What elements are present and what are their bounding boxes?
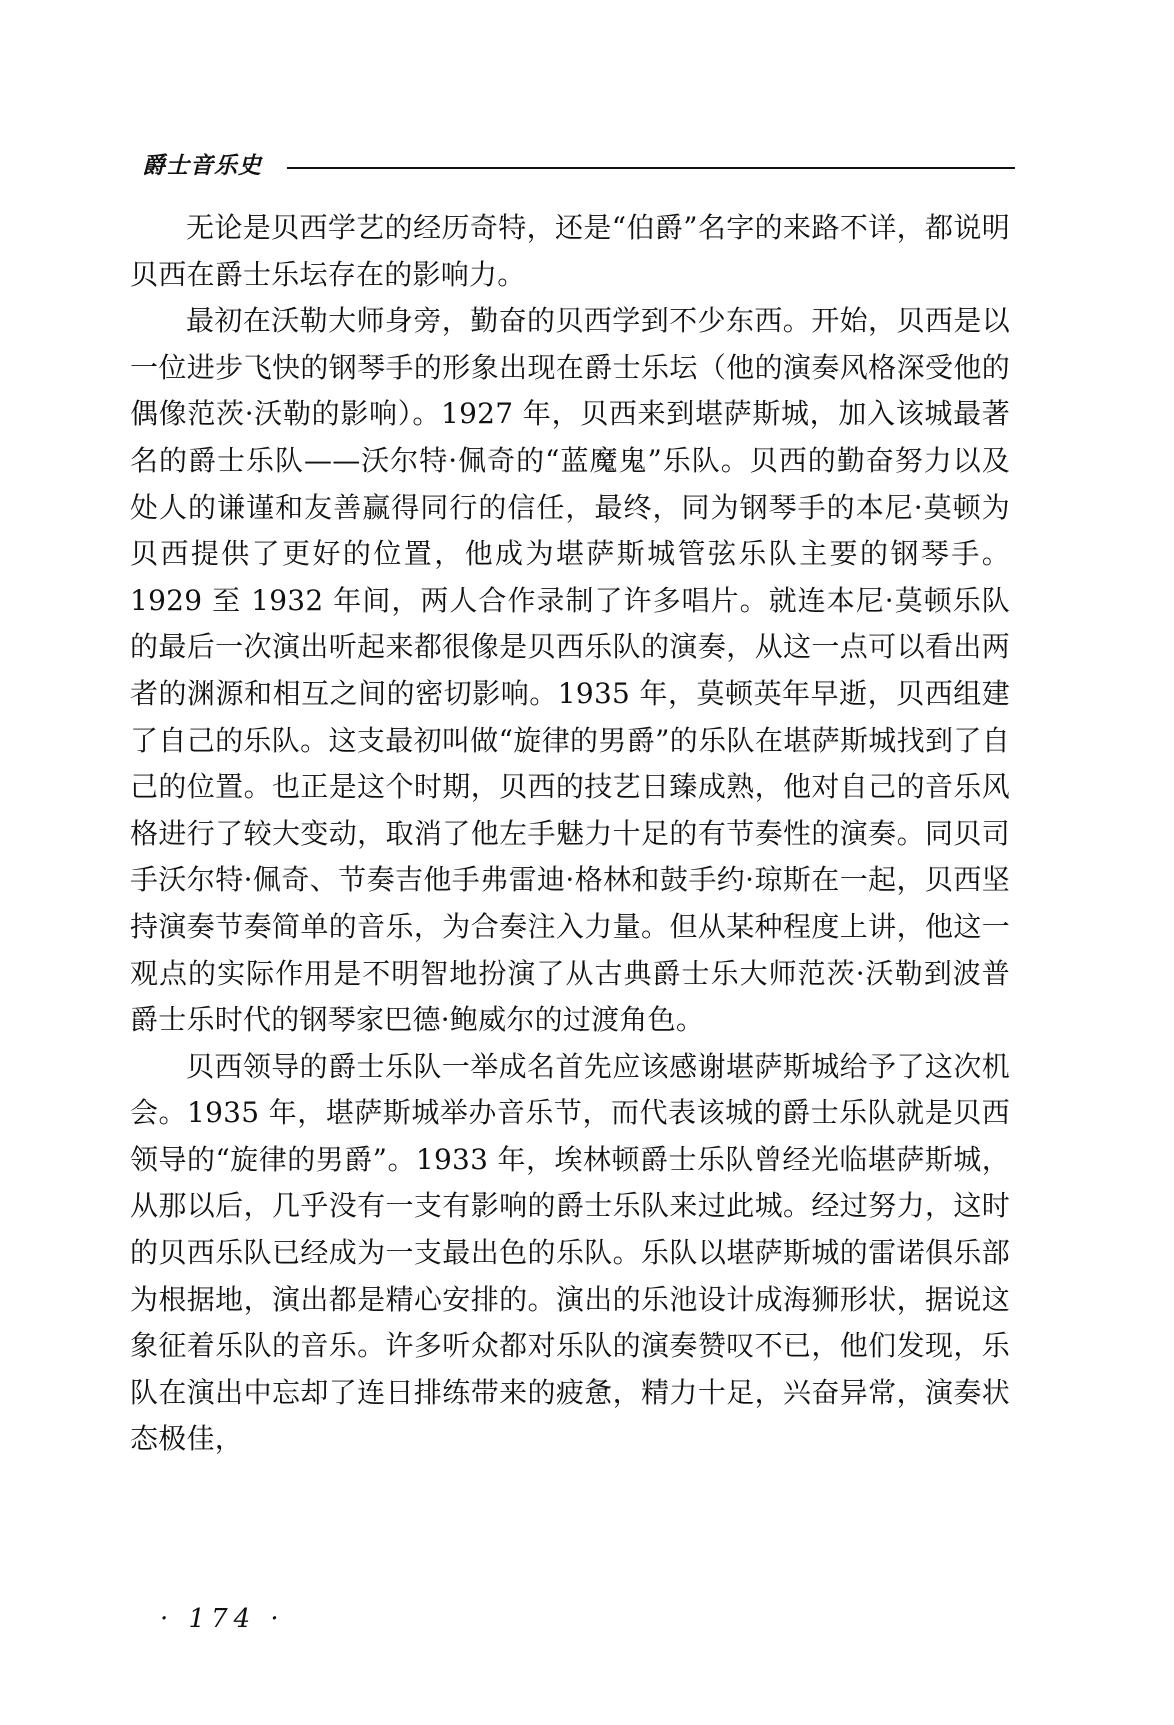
running-head [142, 150, 1022, 184]
paragraph: 最初在沃勒大师身旁，勤奋的贝西学到不少东西。开始，贝西是以一位进步飞快的钢琴手的形象出现在爵士乐坛（他的演奏风格深受他的偶像范茨·沃勒的影响）。1927 年，贝西来到堪萨斯城，加入该城最著名的爵士乐队——沃尔特·佩奇的“蓝魔鬼”乐队。贝西的勤奋努力以及处人的谦谨和友善赢得同行的信任，最终，同为钢琴手的本尼·莫顿为贝西提供了更好的位置，他成为堪萨斯城管弦乐队主要的钢琴手。1929 至 1932 年间，两人合作录制了许多唱片。就连本尼·莫顿乐队的最后一次演出听起来都很像是贝西乐队的演奏，从这一点可以看出两者的渊源和相互之间的密切影响。1935 年，莫顿英年早逝，贝西组建了自己的乐队。这支最初叫做“旋律的男爵”的乐队在堪萨斯城找到了自己的位置。也正是这个时期，贝西的技艺日臻成熟，他对自己的音乐风格进行了较大变动，取消了他左手魅力十足的有节奏性的演奏。同贝司手沃尔特·佩奇、节奏吉他手弗雷迪·格林和鼓手约·琼斯在一起，贝西坚持演奏节奏简单的音乐，为合奏注入力量。但从某种程度上讲，他这一观点的实际作用是不明智地扮演了从古典爵士乐大师范茨·沃勒到波普爵士乐时代的钢琴家巴德·鲍威尔的过渡角色。 [130, 304, 1010, 1037]
header-rule [287, 167, 1015, 169]
paragraph: 贝西领导的爵士乐队一举成名首先应该感谢堪萨斯城给予了这次机会。1935 年，堪萨斯城举办音乐节，而代表该城的爵士乐队就是贝西领导的“旋律的男爵”。1933 年，埃林顿爵士乐队曾经光临堪萨斯城，从那以后，几乎没有一支有影响的爵士乐队来过此城。经过努力，这时的贝西乐队已经成为一支最出色的乐队。乐队以堪萨斯城的雷诺俱乐部为根据地，演出都是精心安排的。演出的乐池设计成海狮形状，据说这象征着乐队的音乐。许多听众都对乐队的演奏赞叹不已，他们发现，乐队在演出中忘却了连日排练带来的疲惫，精力十足，兴奋异常，演奏状态极佳， [130, 1049, 1010, 1456]
running-title: 爵士音乐史 [142, 152, 262, 179]
paragraph: 无论是贝西学艺的经历奇特，还是“伯爵”名字的来路不详，都说明贝西在爵士乐坛存在的影响力。 [130, 211, 1010, 291]
page-number: · 174 · [160, 1604, 285, 1634]
body-text [130, 205, 1010, 1463]
